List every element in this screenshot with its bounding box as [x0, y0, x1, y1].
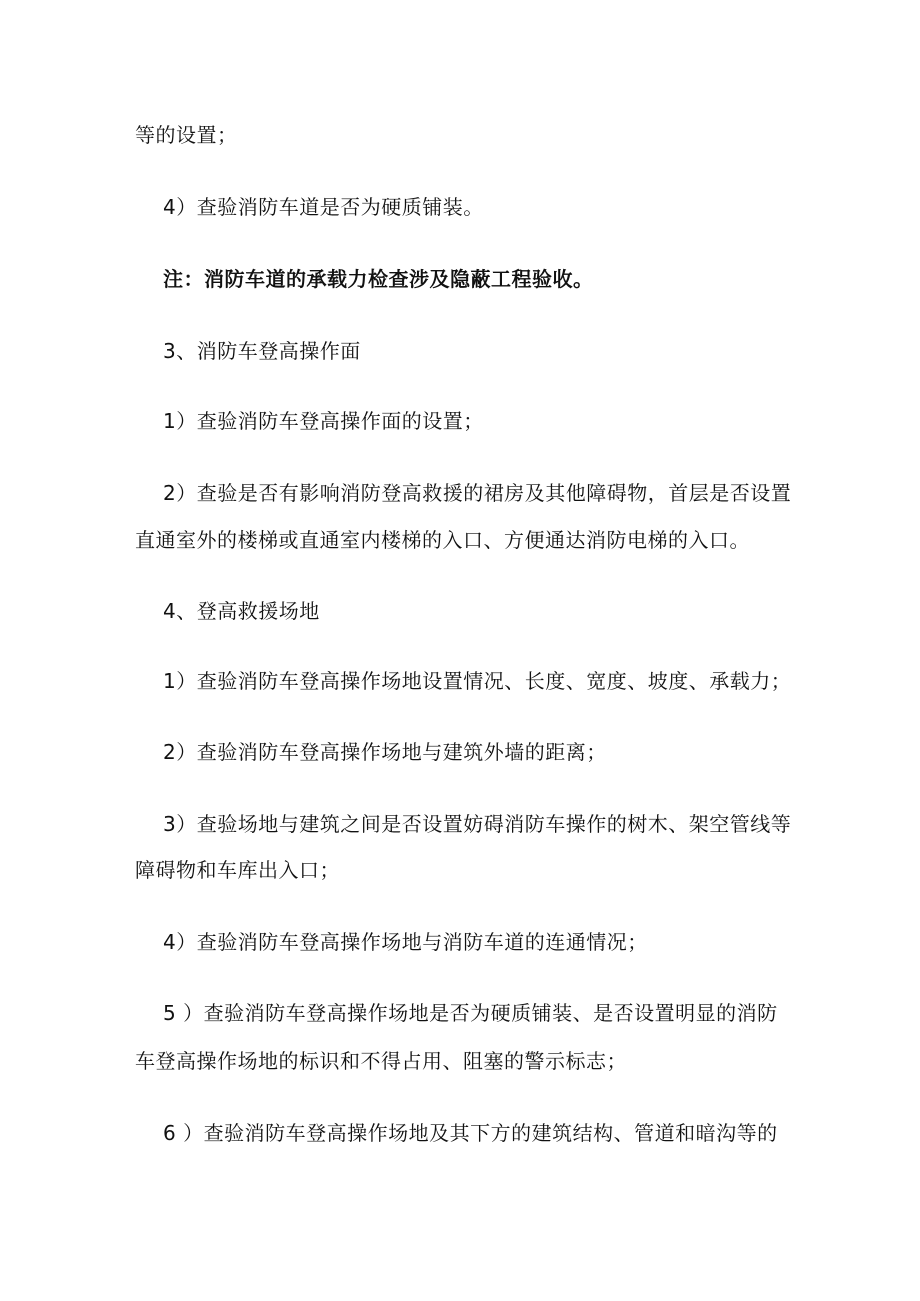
text-line: 6 ）查验消防车登高操作场地及其下方的建筑结构、管道和暗沟等的: [163, 1121, 778, 1145]
text-line: 4）查验消防车道是否为硬质铺装。: [163, 195, 484, 219]
section-heading: 3、消防车登高操作面: [163, 339, 361, 363]
note-line: 注：消防车道的承载力检查涉及隐蔽工程验收。: [163, 267, 594, 291]
text-line: 2）查验消防车登高操作场地与建筑外墙的距离；: [163, 740, 607, 764]
section-heading: 4、登高救援场地: [163, 599, 320, 623]
text-line: 5 ）查验消防车登高操作场地是否为硬质铺装、是否设置明显的消防: [163, 1001, 778, 1025]
text-line: 3）查验场地与建筑之间是否设置妨碍消防车操作的树木、架空管线等: [163, 812, 792, 836]
text-line: 1）查验消防车登高操作面的设置；: [163, 409, 484, 433]
text-line: 2）查验是否有影响消防登高救援的裙房及其他障碍物，首层是否设置: [163, 481, 792, 505]
text-line: 直通室外的楼梯或直通室内楼梯的入口、方便通达消防电梯的入口。: [135, 528, 750, 552]
text-line: 1）查验消防车登高操作场地设置情况、长度、宽度、坡度、承载力；: [163, 669, 792, 693]
text-line: 车登高操作场地的标识和不得占用、阻塞的警示标志；: [135, 1049, 627, 1073]
text-line: 4）查验消防车登高操作场地与消防车道的连通情况；: [163, 930, 648, 954]
text-line: 等的设置；: [135, 123, 238, 147]
text-line: 障碍物和车库出入口；: [135, 858, 340, 882]
